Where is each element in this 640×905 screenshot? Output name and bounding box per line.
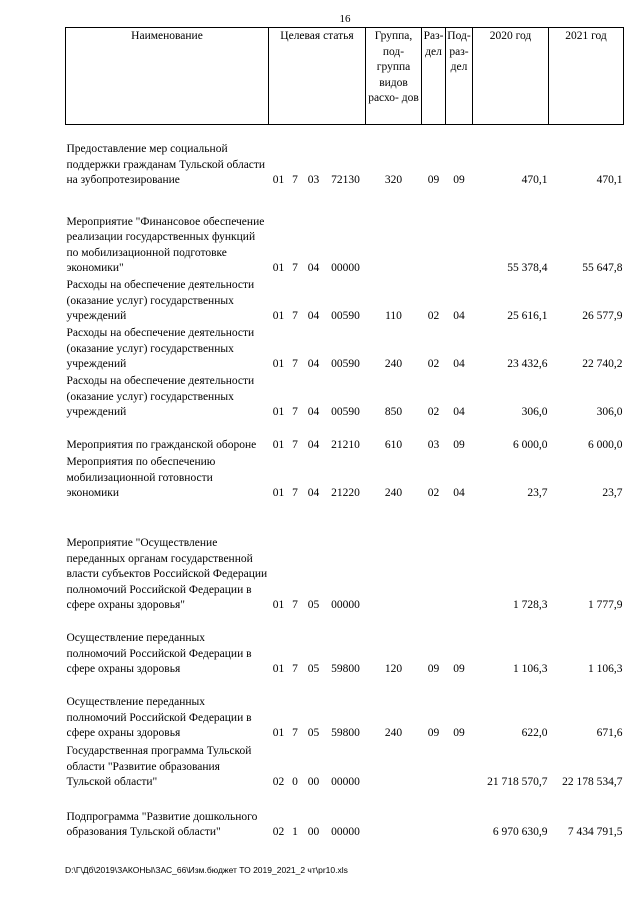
target-code-part3: 04 bbox=[307, 310, 320, 322]
target-code-part4: 72130 bbox=[331, 174, 360, 186]
table-row bbox=[66, 277, 624, 325]
table-row bbox=[66, 791, 624, 841]
target-code-part3: 04 bbox=[307, 487, 320, 499]
target-code-part1: 01 bbox=[272, 727, 285, 739]
razdel bbox=[422, 742, 446, 791]
expense-group: 240 bbox=[384, 727, 403, 739]
expense-group: 240 bbox=[384, 487, 403, 499]
table-row bbox=[66, 614, 624, 678]
table-row bbox=[66, 189, 624, 277]
target-code-part2: 7 bbox=[292, 174, 298, 186]
row-name: Мероприятие "Финансовое обеспечение реализации государственных функций по мобилизационной подготовке экономики" bbox=[66, 215, 265, 274]
target-code-part2: 7 bbox=[292, 406, 298, 418]
razdel bbox=[422, 189, 446, 277]
expense-group: 610 bbox=[384, 439, 403, 451]
podrazdel: 09 bbox=[453, 439, 465, 451]
expense-group bbox=[366, 189, 422, 277]
amount-2021: 55 647,8 bbox=[582, 262, 623, 274]
header-2020: 2020 год bbox=[473, 28, 549, 125]
podrazdel: 04 bbox=[453, 487, 465, 499]
row-name: Мероприятия по обеспечению мобилизационной готовности экономики bbox=[66, 456, 216, 499]
expense-group: 120 bbox=[384, 663, 403, 675]
target-code-part2: 7 bbox=[292, 358, 298, 370]
table-header-row bbox=[66, 28, 624, 125]
amount-2020: 25 616,1 bbox=[507, 310, 548, 322]
amount-2020: 1 728,3 bbox=[513, 599, 548, 611]
target-code-part3: 05 bbox=[307, 663, 320, 675]
razdel bbox=[422, 791, 446, 841]
target-code-part2: 7 bbox=[292, 599, 298, 611]
podrazdel: 09 bbox=[453, 663, 465, 675]
amount-2020: 6 970 630,9 bbox=[492, 826, 548, 838]
target-code-part4: 00590 bbox=[331, 358, 360, 370]
target-code-part3: 05 bbox=[307, 727, 320, 739]
row-name: Мероприятие "Осуществление переданных органам государственной власти субъектов Российской Федерации полномочий Российской Федерации в сфере охраны здоровья" bbox=[66, 537, 268, 611]
expense-group: 240 bbox=[384, 358, 403, 370]
file-path-footer: D:\Г\Дб\2019\ЗАКОНЫ\ЗАС_66\Изм.бюджет ТО 2019_2021_2 чт\pr10.xls bbox=[65, 865, 348, 875]
target-code-part3: 04 bbox=[307, 406, 320, 418]
razdel: 02 bbox=[427, 310, 440, 322]
target-code-part4: 00590 bbox=[331, 406, 360, 418]
target-code-part1: 02 bbox=[272, 776, 285, 788]
header-podrazdel: Под- раз- дел bbox=[446, 28, 473, 125]
header-group: Группа, под- группа видов расхо- дов bbox=[366, 28, 422, 125]
razdel: 09 bbox=[427, 727, 440, 739]
target-code-part3: 03 bbox=[307, 174, 320, 186]
target-code-part3: 00 bbox=[307, 826, 320, 838]
target-code-part1: 01 bbox=[272, 262, 285, 274]
podrazdel: 04 bbox=[453, 358, 465, 370]
row-name: Расходы на обеспечение деятельности (оказание услуг) государственных учреждений bbox=[66, 375, 255, 418]
amount-2020: 1 106,3 bbox=[513, 663, 548, 675]
row-name: Государственная программа Тульской области "Развитие образования Тульской области" bbox=[66, 745, 252, 788]
podrazdel bbox=[446, 502, 473, 614]
amount-2020: 6 000,0 bbox=[513, 439, 548, 451]
table-row bbox=[66, 325, 624, 373]
amount-2021: 26 577,9 bbox=[582, 310, 623, 322]
podrazdel: 04 bbox=[453, 310, 465, 322]
target-code-part1: 01 bbox=[272, 358, 285, 370]
target-code-part3: 00 bbox=[307, 776, 320, 788]
target-code-part2: 7 bbox=[292, 310, 298, 322]
amount-2021: 1 106,3 bbox=[588, 663, 623, 675]
amount-2021: 306,0 bbox=[596, 406, 623, 418]
table-body bbox=[66, 125, 624, 841]
table-row bbox=[66, 678, 624, 742]
amount-2020: 21 718 570,7 bbox=[487, 776, 548, 788]
amount-2021: 671,6 bbox=[596, 727, 623, 739]
table-row bbox=[66, 502, 624, 614]
expense-group: 320 bbox=[384, 174, 403, 186]
row-name: Мероприятия по гражданской обороне bbox=[66, 439, 257, 451]
target-code-part4: 21220 bbox=[331, 487, 360, 499]
target-code-part4: 00000 bbox=[331, 826, 360, 838]
table-row bbox=[66, 454, 624, 502]
row-name: Осуществление переданных полномочий Российской Федерации в сфере охраны здоровья bbox=[66, 632, 252, 675]
amount-2021: 1 777,9 bbox=[588, 599, 623, 611]
target-code-part2: 7 bbox=[292, 487, 298, 499]
row-name: Предоставление мер социальной поддержки гражданам Тульской области на зубопротезирование bbox=[66, 143, 266, 186]
target-code-part1: 01 bbox=[272, 599, 285, 611]
target-code-part4: 00590 bbox=[331, 310, 360, 322]
podrazdel: 09 bbox=[453, 174, 465, 186]
razdel: 02 bbox=[427, 487, 440, 499]
row-name: Расходы на обеспечение деятельности (оказание услуг) государственных учреждений bbox=[66, 279, 255, 322]
amount-2021: 22 740,2 bbox=[582, 358, 623, 370]
target-code-part1: 01 bbox=[272, 310, 285, 322]
target-code-part2: 7 bbox=[292, 727, 298, 739]
header-2021: 2021 год bbox=[549, 28, 624, 125]
expense-group bbox=[366, 502, 422, 614]
podrazdel bbox=[446, 189, 473, 277]
expense-group: 850 bbox=[384, 406, 403, 418]
target-code-part1: 01 bbox=[272, 487, 285, 499]
header-name: Наименование bbox=[66, 28, 269, 125]
row-name: Расходы на обеспечение деятельности (оказание услуг) государственных учреждений bbox=[66, 327, 255, 370]
expense-group bbox=[366, 791, 422, 841]
target-code-part1: 01 bbox=[272, 663, 285, 675]
amount-2021: 7 434 791,5 bbox=[567, 826, 623, 838]
razdel bbox=[422, 502, 446, 614]
target-code-part1: 01 bbox=[272, 439, 285, 451]
target-code-part4: 00000 bbox=[331, 262, 360, 274]
target-code-part1: 01 bbox=[272, 174, 285, 186]
table-row bbox=[66, 421, 624, 454]
podrazdel: 09 bbox=[453, 727, 465, 739]
amount-2021: 6 000,0 bbox=[588, 439, 623, 451]
podrazdel bbox=[446, 791, 473, 841]
target-code-part2: 7 bbox=[292, 262, 298, 274]
target-code-part3: 04 bbox=[307, 358, 320, 370]
table-row bbox=[66, 742, 624, 791]
target-code-part4: 00000 bbox=[331, 776, 360, 788]
target-code-part4: 21210 bbox=[331, 439, 360, 451]
page-number: 16 bbox=[339, 13, 351, 25]
target-code-part2: 7 bbox=[292, 439, 298, 451]
table-row bbox=[66, 125, 624, 189]
target-code-part2: 1 bbox=[292, 826, 298, 838]
target-code-part1: 01 bbox=[272, 406, 285, 418]
budget-table bbox=[65, 27, 624, 841]
amount-2020: 23 432,6 bbox=[507, 358, 548, 370]
target-code-part3: 04 bbox=[307, 262, 320, 274]
expense-group bbox=[366, 742, 422, 791]
razdel: 09 bbox=[427, 174, 440, 186]
razdel: 02 bbox=[427, 358, 440, 370]
amount-2021: 23,7 bbox=[602, 487, 623, 499]
target-code-part1: 02 bbox=[272, 826, 285, 838]
razdel: 09 bbox=[427, 663, 440, 675]
target-code-part4: 59800 bbox=[331, 663, 360, 675]
amount-2021: 22 178 534,7 bbox=[562, 776, 623, 788]
expense-group: 110 bbox=[385, 310, 402, 322]
razdel: 03 bbox=[427, 439, 440, 451]
target-code-part4: 00000 bbox=[331, 599, 360, 611]
target-code-part2: 7 bbox=[292, 663, 298, 675]
amount-2020: 470,1 bbox=[521, 174, 548, 186]
header-razdel: Раз- дел bbox=[422, 28, 446, 125]
podrazdel bbox=[446, 742, 473, 791]
row-name: Подпрограмма "Развитие дошкольного образования Тульской области" bbox=[66, 810, 258, 838]
amount-2020: 23,7 bbox=[527, 487, 548, 499]
podrazdel: 04 bbox=[453, 406, 465, 418]
table-row bbox=[66, 373, 624, 421]
target-code-part2: 0 bbox=[292, 776, 298, 788]
header-target: Целевая статья bbox=[269, 28, 366, 125]
row-name: Осуществление переданных полномочий Российской Федерации в сфере охраны здоровья bbox=[66, 696, 252, 739]
target-code-part3: 05 bbox=[307, 599, 320, 611]
razdel: 02 bbox=[427, 406, 440, 418]
amount-2020: 622,0 bbox=[521, 727, 548, 739]
target-code-part4: 59800 bbox=[331, 727, 360, 739]
amount-2021: 470,1 bbox=[596, 174, 623, 186]
amount-2020: 55 378,4 bbox=[507, 262, 548, 274]
amount-2020: 306,0 bbox=[521, 406, 548, 418]
target-code-part3: 04 bbox=[307, 439, 320, 451]
